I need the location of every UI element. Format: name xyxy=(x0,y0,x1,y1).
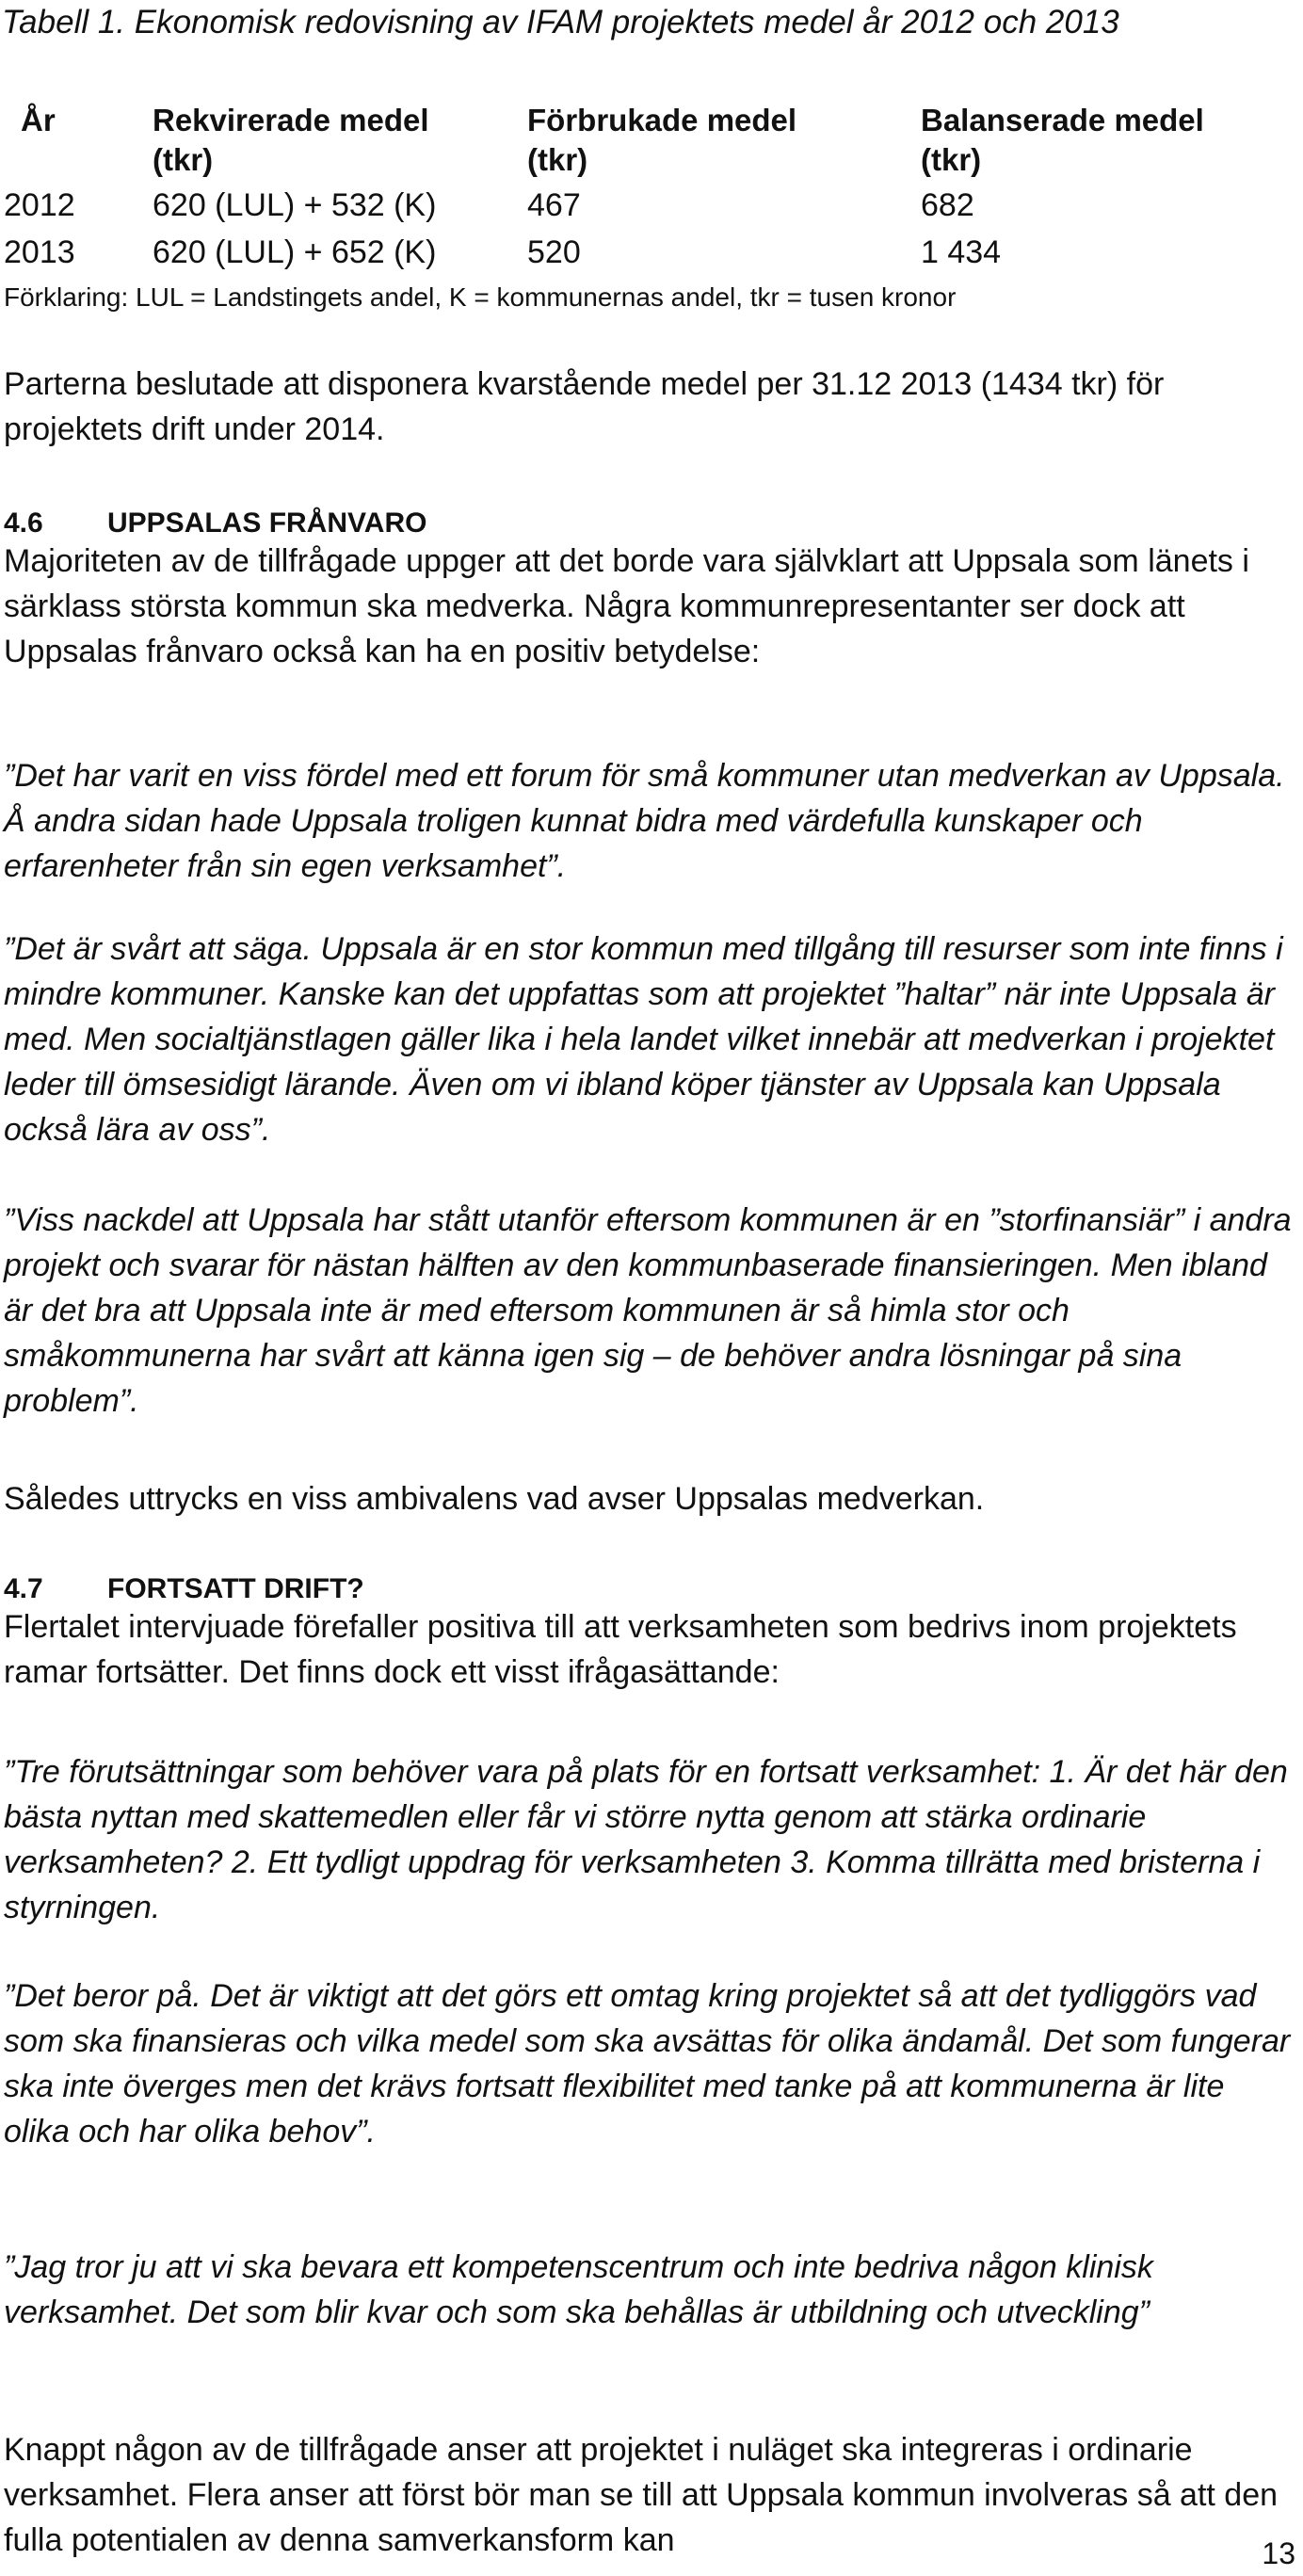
table-cell: 520 xyxy=(527,234,581,270)
section-heading-4-7 xyxy=(4,1570,364,1608)
paragraph: Parterna beslutade att disponera kvarstående medel per 31.12 2013 (1434 tkr) för projektets drift under 2014. xyxy=(4,366,1165,447)
paragraph: Således uttrycks en viss ambivalens vad avser Uppsalas medverkan. xyxy=(4,1481,985,1517)
quote: ”Det beror på. Det är viktigt att det görs ett omtag kring projektet så att det tydliggörs vad som ska finansieras och vilka medel som ska avsättas för olika ändamål. Det som fungerar ska inte överges men det krävs fortsatt flexibilitet med tanke på att kommunerna är lite olika och har olika behov”. xyxy=(4,1978,1291,2149)
table-header-used-unit: (tkr) xyxy=(527,142,588,177)
section-title: FORTSATT DRIFT? xyxy=(107,1573,364,1604)
paragraph: Majoriteten av de tillfrågade uppger att det borde vara självklart att Uppsala som länets i särklass största kommun ska medverka. Några kommunrepresentanter ser dock att Uppsalas frånvaro också kan ha en positiv betydelse: xyxy=(4,543,1249,669)
table-header-requested: Rekvirerade medel xyxy=(153,103,429,137)
quote: ”Det är svårt att säga. Uppsala är en stor kommun med tillgång till resurser som inte finns i mindre kommuner. Kanske kan det uppfattas som att projektet ”haltar” när inte Uppsala är med. Men socialtjänstlagen gäller lika i hela landet vilket innebär att medverkan i projektet leder till ömsesidigt lärande. Även om vi ibland köper tjänster av Uppsala kan Uppsala också lära av oss”. xyxy=(4,931,1283,1148)
quote: ”Det har varit en viss fördel med ett forum för små kommuner utan medverkan av Uppsala. Å andra sidan hade Uppsala troligen kunnat bidra med värdefulla kunskaper och erfarenheter från sin egen verksamhet”. xyxy=(4,758,1285,884)
table-legend: Förklaring: LUL = Landstingets andel, K = kommunernas andel, tkr = tusen kronor xyxy=(4,282,957,312)
table-cell: 467 xyxy=(527,187,581,223)
table-cell: 620 (LUL) + 652 (K) xyxy=(153,234,437,270)
section-number: 4.7 xyxy=(4,1573,43,1604)
paragraph: Knappt någon av de tillfrågade anser att projektet i nuläget ska integreras i ordinarie verksamhet. Flera anser att först bör man se till att Uppsala kommun involveras så att den fulla potentialen av denna samverkansform kan xyxy=(4,2432,1279,2558)
page-number: 13 xyxy=(1262,2536,1295,2570)
table-caption: Tabell 1. Ekonomisk redovisning av IFAM projektets medel år 2012 och 2013 xyxy=(2,4,1119,40)
table-cell: 620 (LUL) + 532 (K) xyxy=(153,187,437,223)
table-cell: 1 434 xyxy=(921,234,1002,270)
table-header-requested-unit: (tkr) xyxy=(153,142,214,177)
section-title: UPPSALAS FRÅNVARO xyxy=(107,507,427,539)
paragraph: Flertalet intervjuade förefaller positiva till att verksamheten som bedrivs inom projektets ramar fortsätter. Det finns dock ett visst ifrågasättande: xyxy=(4,1609,1237,1690)
table-header-balanced: Balanserade medel xyxy=(921,103,1204,137)
section-heading-4-6 xyxy=(4,505,426,542)
table-cell: 682 xyxy=(921,187,974,223)
table-header-used: Förbrukade medel xyxy=(527,103,797,137)
quote: ”Tre förutsättningar som behöver vara på plats för en fortsatt verksamhet: 1. Är det här den bästa nyttan med skattemedlen eller får vi större nytta genom att stärka ordinarie verksamheten? 2. Ett tydligt uppdrag för verksamheten 3. Komma tillrätta med bristerna i styrningen. xyxy=(4,1754,1288,1925)
quote: ”Viss nackdel att Uppsala har stått utanför eftersom kommunen är en ”storfinansiär” i andra projekt och svarar för nästan hälften av den kommunbaserade finansieringen. Men ibland är det bra att Uppsala inte är med eftersom kommunen är så himla stor och småkommunerna har svårt att känna igen sig – de behöver andra lösningar på sina problem”. xyxy=(4,1202,1292,1419)
section-number: 4.6 xyxy=(4,507,43,539)
table-cell: 2013 xyxy=(4,234,75,270)
table-cell: 2012 xyxy=(4,187,75,223)
table-header-year: År xyxy=(21,103,56,137)
quote: ”Jag tror ju att vi ska bevara ett kompetenscentrum och inte bedriva någon klinisk verksamhet. Det som blir kvar och som ska behållas är utbildning och utveckling” xyxy=(4,2249,1153,2330)
table-header-balanced-unit: (tkr) xyxy=(921,142,982,177)
